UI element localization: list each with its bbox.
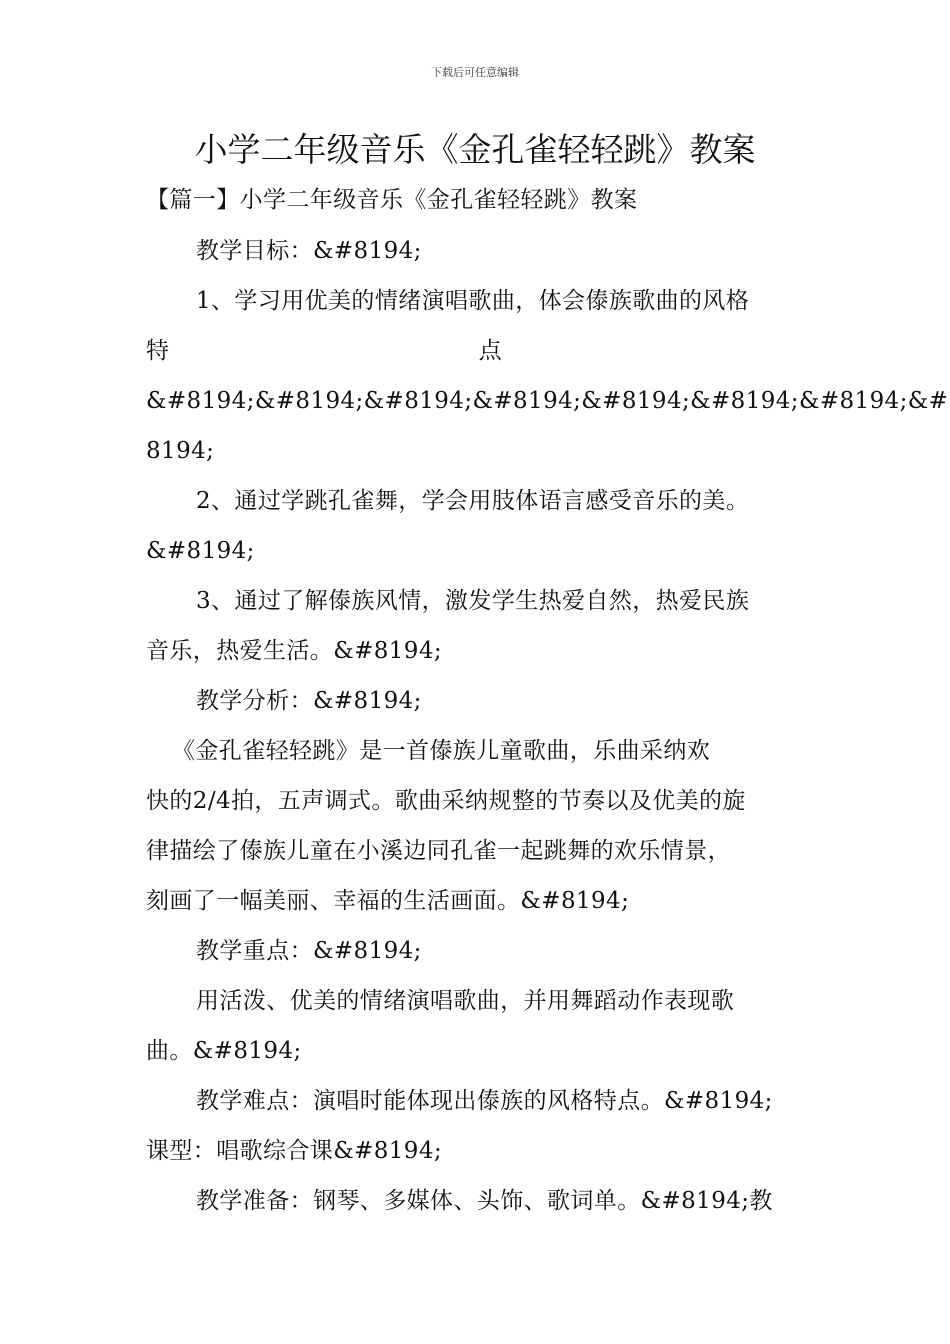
analysis-paragraph: 刻画了一幅美丽、幸福的生活画面。&#8194;	[146, 888, 630, 914]
lesson-type-line: 课型：唱歌综合课&#8194;	[146, 1138, 443, 1164]
difficulties-line: 教学难点：演唱时能体现出傣族的风格特点。&#8194;	[196, 1088, 773, 1114]
entity-text-line: &#8194;&#8194;&#8194;&#8194;&#8194;&#8194;&#8194;&#	[146, 388, 949, 414]
preparation-line: 教学准备：钢琴、多媒体、头饰、歌词单。&#8194;教	[196, 1188, 773, 1214]
entity-text-line: 8194;	[146, 438, 215, 464]
objective-3: 3、通过了解傣族风情，激发学生热爱自然，热爱民族	[196, 588, 750, 614]
objective-2: 2、通过学跳孔雀舞，学会用肢体语言感受音乐的美。	[196, 488, 750, 514]
analysis-paragraph: 快的2/4拍，五声调式。歌曲采纳规整的节奏以及优美的旋	[146, 788, 746, 814]
entity-text-line: &#8194;	[146, 538, 255, 564]
document-title: 小学二年级音乐《金孔雀轻轻跳》教案	[194, 130, 756, 169]
analysis-paragraph: 律描绘了傣族儿童在小溪边同孔雀一起跳舞的欢乐情景，	[146, 838, 731, 864]
header-note: 下载后可任意编辑	[431, 66, 519, 79]
section-heading: 【篇一】小学二年级音乐《金孔雀轻轻跳》教案	[146, 187, 638, 213]
objectives-heading: 教学目标：&#8194;	[196, 238, 422, 264]
analysis-heading: 教学分析：&#8194;	[196, 688, 422, 714]
key-points-paragraph: 曲。&#8194;	[146, 1038, 302, 1064]
objective-1-continued	[146, 336, 806, 366]
objective-3-continued: 音乐，热爱生活。&#8194;	[146, 638, 443, 664]
text-fragment: 点	[478, 338, 502, 364]
text-fragment: 特	[146, 338, 170, 364]
analysis-paragraph: 《金孔雀轻轻跳》是一首傣族儿童歌曲，乐曲采纳欢	[172, 738, 711, 764]
key-points-heading: 教学重点：&#8194;	[196, 938, 422, 964]
objective-1: 1、学习用优美的情绪演唱歌曲，体会傣族歌曲的风格	[196, 288, 750, 314]
key-points-paragraph: 用活泼、优美的情绪演唱歌曲，并用舞蹈动作表现歌	[196, 988, 735, 1014]
